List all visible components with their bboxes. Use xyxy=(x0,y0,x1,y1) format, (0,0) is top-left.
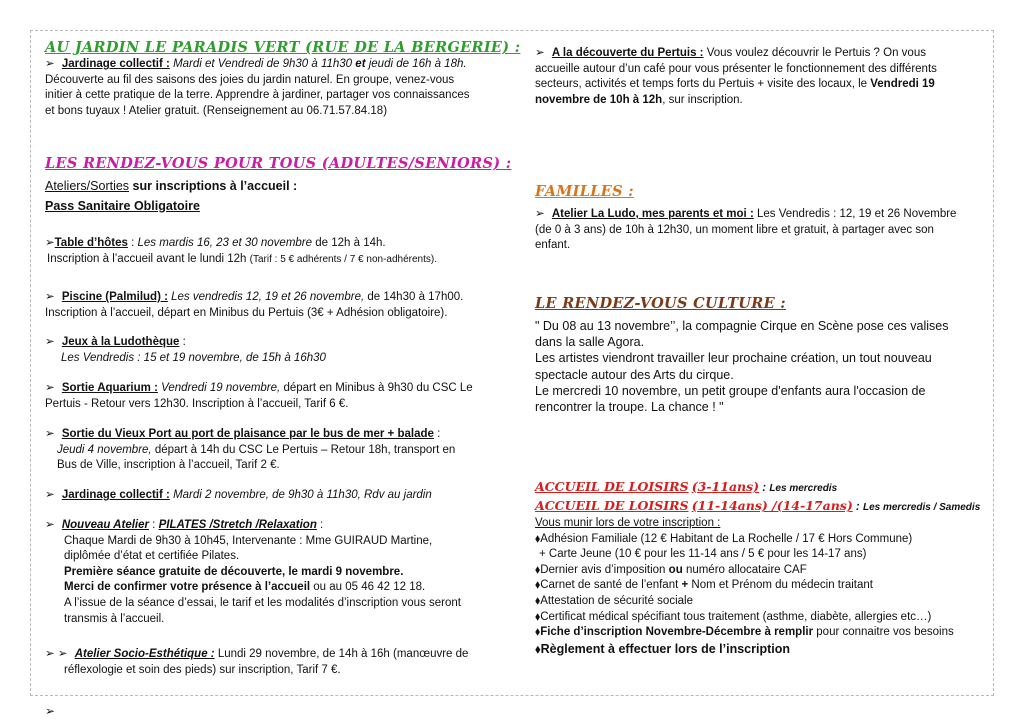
ludo-line3: enfant. xyxy=(535,239,571,252)
pilates-line4b: ou au 05 46 42 12 18. xyxy=(310,581,426,594)
piscine-item xyxy=(45,290,515,321)
jardin-line4: et bons tuyaux ! Atelier gratuit. (Renseignement au 06.71.57.84.18) xyxy=(45,104,388,117)
diamond-icon: ⬧ xyxy=(535,594,541,607)
accueil-title1: ACCUEIL DE LOISIRS xyxy=(535,479,689,494)
pilates-item: ➢ Nouveau Atelier : PILATES /Stretch /Relaxation : Chaque Mardi de 9h30 à 10h45, Intervenante : Mme GUIRAUD Martine, diplômée d’état et certifiée Pilates. Première séance gratuite de découverte, le mardi 9 novembre. Merci de confirmer votre présence à l’accueil ou au 05 46 42 12 18. A l’issue de la séance d’essai, le tarif et les modalités d’inscription vous seront transmis à l’accueil. xyxy=(45,518,515,627)
aquarium-line2: Pertuis - Retour vers 12h30. Inscription à l’accueil, Tarif 6 €. xyxy=(45,397,349,410)
list-item: ⬧Attestation de sécurité sociale xyxy=(535,594,693,607)
socio-label: Atelier Socio-Esthétique : xyxy=(74,648,215,660)
pertuis-text: Vous voulez découvrir le Pertuis ? On vous xyxy=(706,47,926,59)
jeux-label: Jeux à la Ludothèque xyxy=(61,336,180,348)
jardin-line2: Découverte au fil des saisons des joies du jardin naturel. En groupe, venez-vous xyxy=(45,73,455,86)
jardin-block xyxy=(45,57,515,119)
jardin-line1 xyxy=(45,57,515,73)
jardin-label: Jardinage collectif : xyxy=(61,58,170,70)
piscine-line2: Inscription à l’accueil, départ en Minibus du Pertuis (3€ + Adhésion obligatoire). xyxy=(45,306,448,319)
table-time: de 12h à 14h. xyxy=(315,237,386,249)
pilates-line6: transmis à l’accueil. xyxy=(64,612,165,625)
piscine-dates: Les vendredis 12, 19 et 26 novembre, xyxy=(171,291,365,303)
rdv-sub xyxy=(45,178,297,194)
pertuis-item xyxy=(535,46,985,108)
table-hotes-item: ➢Table d’hôtes : Les mardis 16, 23 et 30 novembre de 12h à 14h. Inscription à l’accueil avant le lundi 12h (Tarif : 5 € adhérents / 7 € non-adhérents). xyxy=(45,237,437,265)
vieux-port-date: Jeudi 4 novembre, xyxy=(57,443,152,456)
jardin-line3: initier à cette pratique de la terre. Apprendre à jardiner, partager vos connaissances xyxy=(45,89,470,102)
jardinage2-text: Mardi 2 novembre, de 9h30 à 11h30, Rdv au jardin xyxy=(173,489,432,501)
arrow-icon: ➢ xyxy=(45,237,55,249)
vieux-port-rest: départ à 14h du CSC Le Pertuis – Retour 18h, transport en xyxy=(154,443,456,456)
arrow-icon: ➢ xyxy=(45,519,55,531)
list-item: ⬧Adhésion Familiale (12 € Habitant de La Rochelle / 17 € Hors Commune) xyxy=(535,532,913,545)
accueil-title2: ACCUEIL DE LOISIRS xyxy=(535,498,689,513)
pilates-line3: Première séance gratuite de découverte, le mardi 9 novembre. xyxy=(64,565,404,578)
accueil-line1: ACCUEIL DE LOISIRS (3-11ans) : Les mercredis xyxy=(535,479,838,494)
diamond-icon: ⬧ xyxy=(535,641,541,656)
list-item: ⬧Fiche d’inscription Novembre-Décembre à remplir pour connaitre vos besoins xyxy=(535,626,954,639)
arrow-icon: ➢ xyxy=(45,489,55,501)
list-item: ⬧Dernier avis d’imposition ou numéro allocataire CAF xyxy=(535,563,807,576)
jardin-when-b: jeudi de 16h à 18h. xyxy=(368,58,467,70)
list-item: ⬧Carnet de santé de l’enfant + Nom et Prénom du médecin traitant xyxy=(535,579,873,592)
vieux-port-label: Sortie du Vieux Port au port de plaisance par le bus de mer + balade xyxy=(61,428,434,440)
list-item: ⬧Certificat médical spécifiant tous traitement (asthme, diabète, allergies etc…) xyxy=(535,610,932,623)
culture-line3: Les artistes viendront travailler leur prochaine création, un tout nouveau xyxy=(535,351,932,366)
jardin-title: AU JARDIN LE PARADIS VERT (RUE DE LA BERGERIE) : xyxy=(45,39,521,56)
rdv-sub-a: Ateliers/Sorties xyxy=(45,179,130,193)
diamond-icon: ⬧ xyxy=(535,563,541,576)
aquarium-rest: départ en Minibus à 9h30 du CSC Le xyxy=(283,382,473,394)
list-item: ⬧Règlement à effectuer lors de l’inscription xyxy=(535,641,791,656)
list-item: + Carte Jeune (10 € pour les 11-14 ans / 5 € pour les 14-17 ans) xyxy=(539,548,867,561)
table-label: Table d’hôtes xyxy=(54,237,128,249)
socio-text: Lundi 29 novembre, de 14h à 16h (manœuvre de xyxy=(217,648,469,660)
pilates-name: PILATES /Stretch /Relaxation xyxy=(158,519,317,531)
arrow-icon: ➢ xyxy=(57,648,68,660)
accueil-list xyxy=(535,516,985,657)
diamond-icon: ⬧ xyxy=(535,626,541,639)
pilates-line4a: Merci de confirmer votre présence à l’accueil xyxy=(64,581,311,594)
piscine-time: de 14h30 à 17h00. xyxy=(367,291,464,303)
ludo-line2: (de 0 à 3 ans) de 10h à 12h30, un moment libre et gratuit, à partager avec son xyxy=(535,223,934,236)
accueil-line2: ACCUEIL DE LOISIRS (11-14ans) /(14-17ans) : Les mercredis / Samedis xyxy=(535,498,981,513)
jeux-line2: Les Vendredis : 15 et 19 novembre, de 15h à 16h30 xyxy=(61,351,326,364)
table-tarif: (Tarif : 5 € adhérents / 7 € non-adhérents). xyxy=(249,253,437,265)
jardinage2-label: Jardinage collectif : xyxy=(61,489,170,501)
familles-title: FAMILLES : xyxy=(535,183,634,200)
pass-sanitaire: Pass Sanitaire Obligatoire xyxy=(45,199,200,213)
ludo-item xyxy=(535,207,985,254)
table-line2: Inscription à l’accueil avant le lundi 12h xyxy=(47,252,247,265)
table-dates: Les mardis 16, 23 et 30 novembre xyxy=(137,237,313,249)
arrow-icon: ➢ xyxy=(45,648,55,660)
jardin-and: et xyxy=(355,58,366,70)
socio-line2: réflexologie et soin des pieds) sur inscription, Tarif 7 €. xyxy=(64,663,341,676)
arrow-icon: ➢ xyxy=(45,291,55,303)
jardin-when-a: Mardi et Vendredi de 9h30 à 11h30 xyxy=(173,58,353,70)
pilates-line1: Chaque Mardi de 9h30 à 10h45, Intervenante : Mme GUIRAUD Martine, xyxy=(64,534,433,547)
pertuis-line2: accueille autour d’un café pour vous présenter le fonctionnement des différents xyxy=(535,62,937,75)
accueil-age1: (3-11ans) xyxy=(691,479,760,494)
pertuis-line3a: secteurs, activités et temps forts du Pertuis + visite des locaux, le xyxy=(535,78,868,91)
pilates-line2: diplômée d’état et certifiée Pilates. xyxy=(64,550,240,563)
culture-line4: spectacle autour des Arts du cirque. xyxy=(535,367,734,382)
culture-line5: Le mercredi 10 novembre, un petit groupe d'enfants aura l'occasion de xyxy=(535,383,926,398)
accueil-days1: Les mercredis xyxy=(769,483,838,494)
aquarium-date: Vendredi 19 novembre, xyxy=(161,382,281,394)
arrow-icon: ➢ xyxy=(535,208,545,220)
accueil-age2: (11-14ans) /(14-17ans) xyxy=(691,498,853,513)
accueil-days2: Les mercredis / Samedis xyxy=(862,502,981,513)
pertuis-line3b: Vendredi 19 xyxy=(870,78,935,91)
culture-line1: " Du 08 au 13 novembre’’, la compagnie Cirque en Scène pose ces valises xyxy=(535,319,949,333)
culture-block xyxy=(535,318,985,415)
arrow-icon: ➢ xyxy=(45,336,55,348)
diamond-icon: ⬧ xyxy=(535,579,541,592)
socio-item xyxy=(45,647,515,678)
pilates-line5: A l’issue de la séance d’essai, le tarif et les modalités d’inscription vous seront xyxy=(64,596,461,609)
arrow-icon: ➢ xyxy=(45,382,55,394)
arrow-icon: ➢ xyxy=(535,47,545,59)
aquarium-label: Sortie Aquarium : xyxy=(61,382,158,394)
jardinage2-item xyxy=(45,488,515,504)
diamond-icon: ⬧ xyxy=(535,532,541,545)
culture-line6: rencontrer la troupe. La chance ! " xyxy=(535,400,724,415)
arrow-icon: ➢ xyxy=(45,58,55,70)
jeux-item: ➢ Jeux à la Ludothèque : Les Vendredis : 15 et 19 novembre, de 15h à 16h30 xyxy=(45,335,515,366)
culture-line2: dans la salle Agora. xyxy=(535,335,645,350)
rdv-sub-b: sur inscriptions à l’accueil : xyxy=(132,179,298,193)
pertuis-line4b: , sur inscription. xyxy=(662,93,743,106)
ludo-label: Atelier La Ludo, mes parents et moi : xyxy=(551,208,754,220)
accueil-intro: Vous munir lors de votre inscription : xyxy=(535,517,721,529)
vieux-port-line3: Bus de Ville, inscription à l’accueil, Tarif 2 €. xyxy=(57,459,280,472)
diamond-icon: ⬧ xyxy=(535,610,541,623)
rdv-title: LES RENDEZ-VOUS POUR TOUS (ADULTES/SENIORS) : xyxy=(45,155,512,172)
arrow-icon: ➢ xyxy=(45,428,55,440)
culture-title: LE RENDEZ-VOUS CULTURE : xyxy=(535,295,786,312)
ludo-text: Les Vendredis : 12, 19 et 26 Novembre xyxy=(756,208,957,220)
pertuis-label: A la découverte du Pertuis : xyxy=(551,47,704,59)
pilates-label: Nouveau Atelier xyxy=(61,519,149,531)
vieux-port-item: ➢ Sortie du Vieux Port au port de plaisance par le bus de mer + balade : Jeudi 4 novembre, départ à 14h du CSC Le Pertuis – Retour 18h, transport en Bus de Ville, inscription à l’accueil, Tarif 2 €. xyxy=(45,427,515,474)
arrow-icon: ➢ xyxy=(45,704,56,718)
pertuis-line4a: novembre de 10h à 12h xyxy=(535,93,663,106)
piscine-label: Piscine (Palmilud) : xyxy=(61,291,168,303)
aquarium-item xyxy=(45,381,515,412)
